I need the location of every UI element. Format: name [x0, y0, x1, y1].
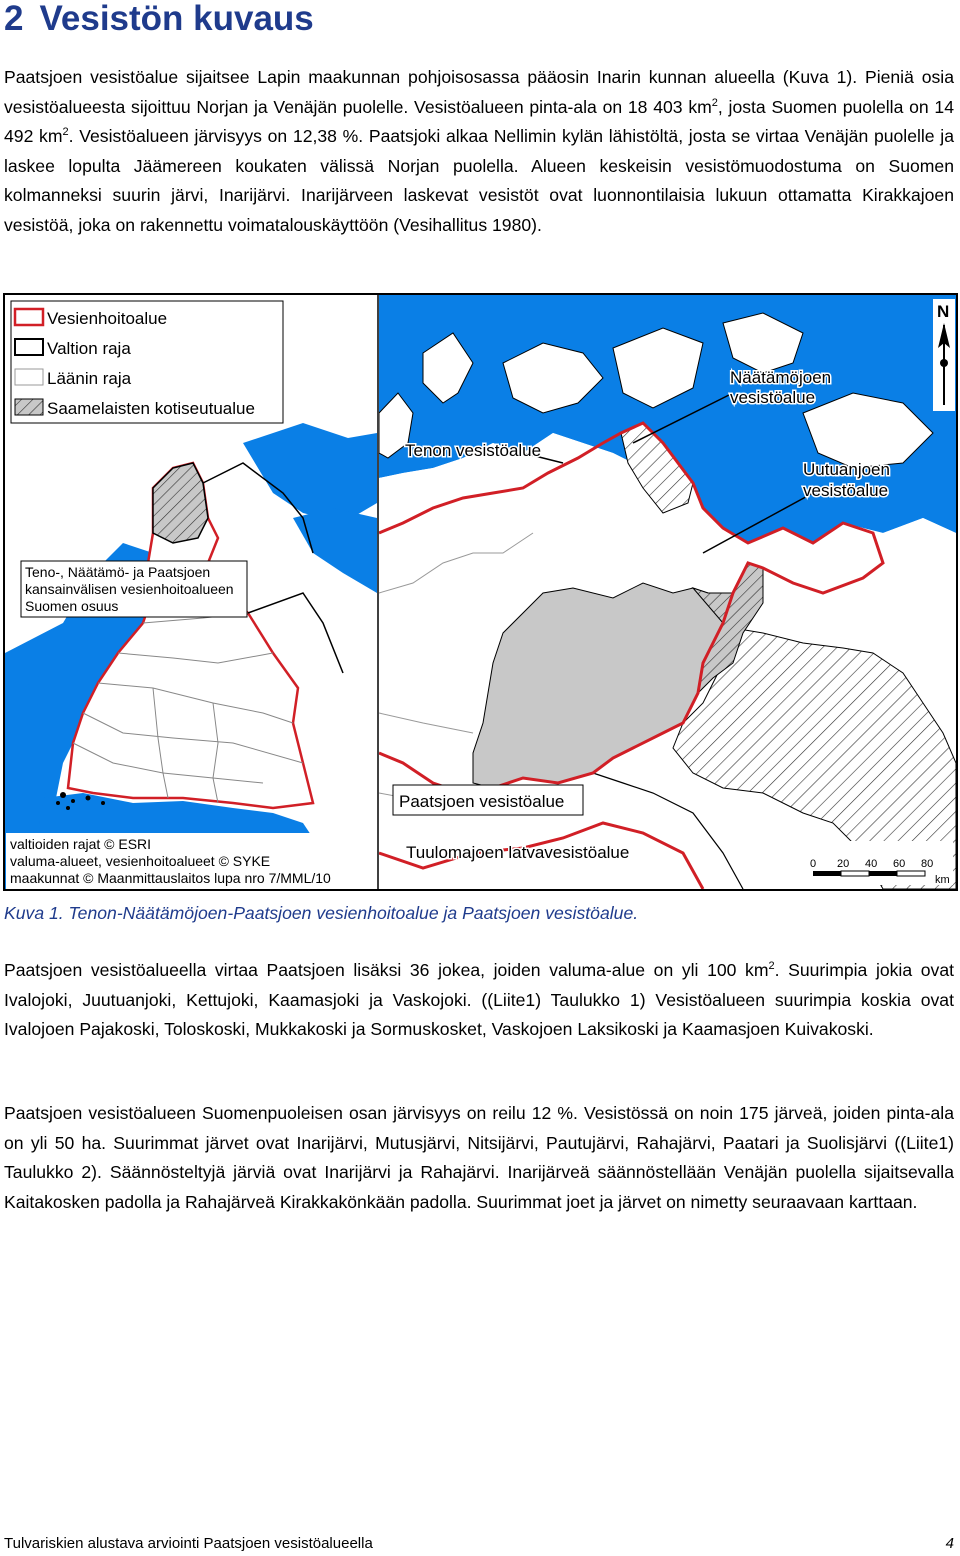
intro-paragraph [4, 63, 954, 241]
legend-swatch-laanin-raja [15, 369, 43, 385]
legend-valtion-raja: Valtion raja [47, 339, 131, 358]
section-number: 2 [4, 0, 24, 38]
label-naatamo-line-2: vesistöalue [730, 388, 816, 407]
scale-tick-20: 20 [837, 858, 850, 870]
credit-line-1: valtioiden rajat © ESRI [10, 836, 152, 852]
map-figure [3, 293, 958, 891]
section-heading [4, 0, 314, 38]
north-arrow [933, 299, 955, 411]
scale-tick-60: 60 [893, 858, 906, 870]
para1-sup-2: 2 [62, 126, 69, 139]
inset-label-line-1: Teno-, Näätämö- ja Paatsjoen [25, 564, 211, 580]
para1-text-2: , josta Suomen puolella on 14 492 km [4, 96, 954, 147]
credit-line-3: maakunnat © Maanmittauslaitos lupa nro 7/MML/10 [10, 870, 331, 886]
legend-swatch-saamelaisalue [15, 399, 43, 415]
para1-sup-1: 2 [711, 96, 718, 109]
lakes-paragraph: Paatsjoen vesistöalueen Suomenpuoleisen osan järvisyys on reilu 12 %. Vesistössä on noin 175 järveä, joiden pinta-ala on yli 50 ha. Suurimmat järvet ovat Inarijärvi, Mutusjärvi, Nitsijärvi, Pautujärvi, Rahajärvi, Paatari ja Suolisjärvi ((Liite1) Taulukko 2). Säännösteltyjä järviä ovat Inarijärvi ja Rahajärvi. Inarijärveä säännöstellään Venäjän puolella sijaitsevalla Kaitakosken padolla ja Rahajärveä Kirakkakönkään padolla. Suurimmat joet ja järvet on nimetty seuraavaan karttaan. [4, 1103, 954, 1212]
scale-tick-40: 40 [865, 858, 878, 870]
section-title: Vesistön kuvaus [39, 0, 314, 38]
scale-tick-80: 80 [921, 858, 934, 870]
scale-tick-0: 0 [810, 858, 817, 870]
legend-saamelaisalue: Saamelaisten kotiseutualue [47, 399, 255, 418]
figure-caption: Kuva 1. Tenon-Näätämöjoen-Paatsjoen vesienhoitoalue ja Paatsjoen vesistöalue. [4, 903, 639, 923]
legend-vesienhoitoalue: Vesienhoitoalue [47, 309, 168, 328]
legend-swatch-valtion-raja [15, 339, 43, 355]
para1-text-3: . Vesistöalueen järvisyys on 12,38 %. Paatsjoki alkaa Nellimin kylän lähistöltä, josta se virtaa Venäjän puolelle ja laskee lopulta Jäämereen koukaten välissä Norjan puolella. Alueen keskeisin vesistömuodostuma on Suomen kolmanneksi suurin järvi, Inarijärvi. Inarijärveen laskevat vesistöt ovat luonnontilaisia lukuun ottamatta Kirakkajoen vesistöä, joka on rakennettu voimatalouskäyttöön (Vesihallitus 1980). [4, 126, 954, 235]
label-tuuloma: Tuulomajoen latvavesistöalue [406, 843, 630, 862]
para1-text-1: Paatsjoen vesistöalue sijaitsee Lapin maakunnan pohjoisosassa pääosin Inarin kunnan alueella (Kuva 1). Pieniä osia vesistöalueesta sijoittuu Norjan ja Venäjän puolelle. Vesistöalueen pinta-ala on 18 403 km [4, 67, 954, 117]
label-naatamo-line-1: Näätämöjoen [730, 368, 832, 387]
inset-label-line-2: kansainvälisen vesienhoitoalueen [25, 581, 234, 597]
credit-line-2: valuma-alueet, vesienhoitoalueet © SYKE [10, 853, 271, 869]
para2-text-1: Paatsjoen vesistöalueella virtaa Paatsjoen lisäksi 36 jokea, joiden valuma-alue on yli 100 km [4, 960, 769, 980]
footer-title: Tulvariskien alustava arviointi Paatsjoen vesistöalueella [4, 1535, 373, 1552]
legend-laanin-raja: Läänin raja [47, 369, 132, 388]
label-uutua-line-2: vesistöalue [803, 481, 889, 500]
scale-unit: km [935, 874, 950, 886]
inset-label-line-3: Suomen osuus [25, 598, 119, 614]
page-number: 4 [945, 1535, 954, 1552]
legend-swatch-vesienhoitoalue [15, 309, 43, 325]
label-uutua-line-1: Uutuanjoen [803, 460, 890, 479]
scale-bar [803, 841, 953, 886]
label-paatsjoki: Paatsjoen vesistöalue [399, 792, 565, 811]
rivers-paragraph [4, 956, 954, 1045]
para2-text-2: . Suurimpia jokia ovat Ivalojoki, Juutuanjoki, Kettujoki, Kaamasjoki ja Vaskojoki. ((Liite1) Taulukko 1) Vesistöalueen suurimpia koskia ovat Ivalojoen Pajakoski, Toloskoski, Mukkakoski ja Sormuskosket, Vaskojoen Laksikoski ja Kaamasjoen Kuivakoski. [4, 960, 954, 1040]
para2-sup-1: 2 [768, 960, 775, 973]
north-label: N [937, 302, 950, 321]
label-teno: Tenon vesistöalue [405, 441, 542, 460]
